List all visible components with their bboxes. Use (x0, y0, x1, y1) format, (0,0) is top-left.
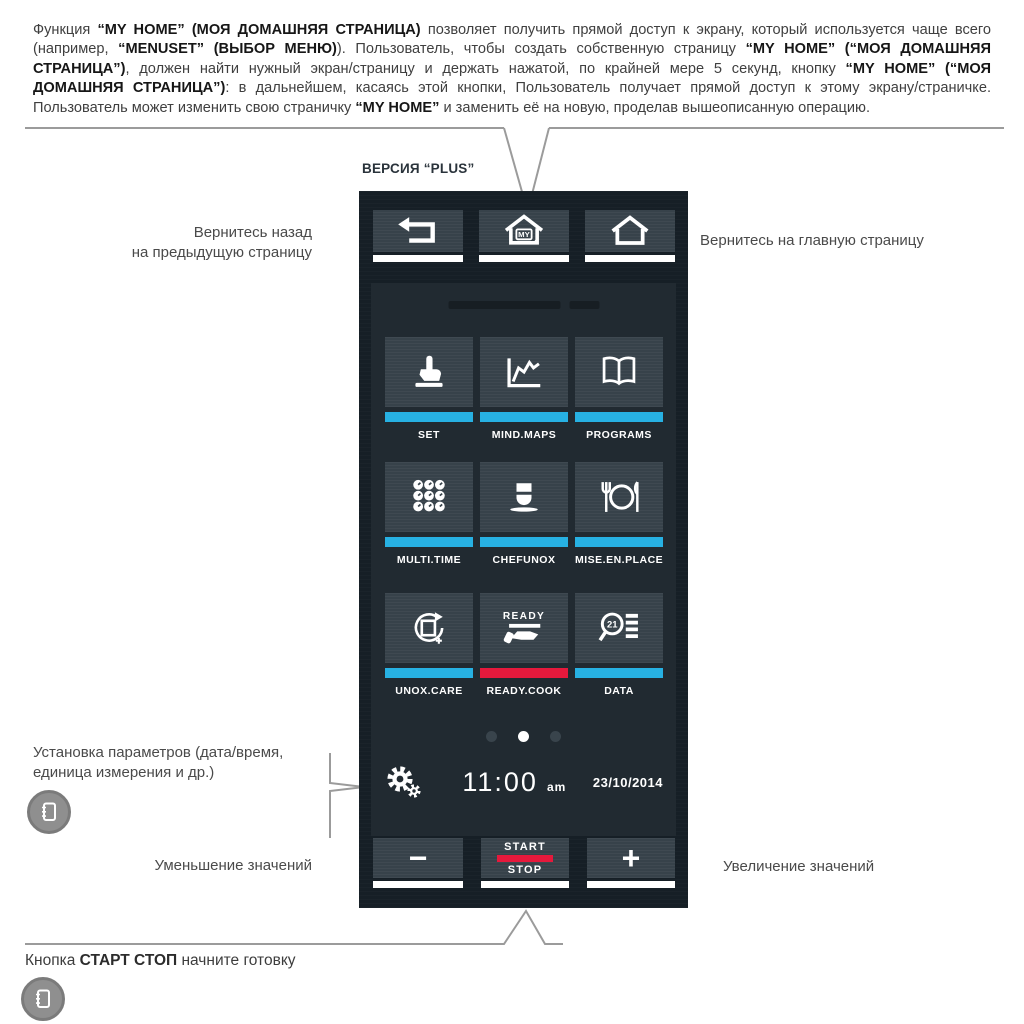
date-value: 23/10/2014 (592, 774, 663, 790)
status-row (371, 761, 676, 803)
plus-glyph: + (621, 840, 641, 876)
bottom-divider (25, 911, 563, 944)
notebook-icon (39, 801, 59, 823)
meridiem: am (546, 779, 567, 794)
caption-decrease: Уменьшение значений (154, 857, 312, 874)
my-home-label: MY (518, 230, 530, 240)
care-refresh-icon (408, 609, 450, 647)
notebook-icon (33, 988, 53, 1010)
manual-book-icon (21, 977, 65, 1021)
tile-accent-bar (575, 412, 663, 422)
menu-row-2 (385, 462, 663, 566)
menu-row-1 (385, 337, 663, 441)
oven-control-panel (359, 191, 688, 908)
my-home-icon (500, 213, 548, 249)
back-button[interactable] (373, 210, 463, 262)
tile-accent-bar (385, 412, 473, 422)
tile-accent-bar (480, 668, 568, 678)
button-underline (585, 255, 675, 262)
caption-start-stop: Кнопка СТАРТ СТОП начните готовку (25, 952, 296, 969)
tile-accent-bar (385, 668, 473, 678)
tile-accent-bar (480, 537, 568, 547)
back-arrow-icon (396, 216, 440, 246)
multi-clock-icon (407, 478, 451, 516)
button-underline (587, 881, 675, 888)
caption-home: Вернитесь на главную страницу (700, 232, 924, 249)
time-value: 11:00 (462, 766, 538, 797)
ready-tray-icon (498, 609, 550, 647)
tile-programs[interactable]: PROGRAMS (575, 337, 663, 441)
stop-label: STOP (507, 863, 543, 876)
home-button[interactable] (585, 210, 675, 262)
button-underline (373, 881, 463, 888)
minus-button[interactable] (373, 838, 463, 888)
control-row (373, 838, 675, 888)
tile-mise-en-place[interactable]: MISE.EN.PLACE (575, 462, 663, 566)
sparkle-glyph: * (533, 238, 538, 249)
tile-chefunox[interactable]: CHEFUNOX (480, 462, 568, 566)
tile-multi-time[interactable]: MULTI.TIME (385, 462, 473, 566)
pagination (371, 731, 676, 742)
button-underline (373, 255, 463, 262)
my-home-button[interactable] (479, 210, 569, 262)
nav-row (373, 210, 675, 262)
button-underline (479, 255, 569, 262)
tile-accent-bar (385, 537, 473, 547)
chart-icon (501, 353, 547, 391)
start-label: START (504, 840, 546, 853)
button-underline (481, 881, 569, 888)
intro-paragraph: Функция “MY HOME” (МОЯ ДОМАШНЯЯ СТРАНИЦА) позволяет получить прямой доступ к экрану, который используется чаще всего (например, “MENUSET” (ВЫБОР МЕНЮ)). Пользователь, чтобы создать собственную страницу “MY HOME” (“МОЯ ДОМАШНЯЯ СТРАНИЦА”), должен найти нужный экран/страницу и держать нажатой, по крайней мере 5 секунд, кнопку “MY HOME” (“МОЯ ДОМАШНЯЯ СТРАНИЦА”): в дальнейшем, касаясь этой кнопки, Пользователь получает прямой доступ к этому экрану/страничке. Пользователь может изменить свою страничку “MY HOME” и заменить её на новую, проделав вышеописанную операцию. (33, 21, 992, 116)
tile-unox-care[interactable]: UNOX.CARE (385, 593, 473, 697)
chef-icon (504, 478, 544, 516)
touch-screen (371, 283, 676, 836)
start-stop-red-bar (497, 855, 553, 862)
manual-book-icon (27, 790, 71, 834)
caption-params: Установка параметров (дата/время, единица измерения и др.) (33, 744, 284, 781)
plate-cutlery-icon (595, 478, 643, 516)
caption-back: Вернитесь назад на предыдущую страницу (131, 224, 312, 261)
data-badge: 21 (606, 619, 618, 631)
data-search-icon (596, 609, 642, 647)
pagination-dot[interactable] (550, 731, 561, 742)
version-label: ВЕРСИЯ “PLUS” (362, 161, 475, 176)
menu-row-3 (385, 593, 663, 697)
home-icon (607, 215, 653, 247)
minus-glyph: − (408, 840, 428, 876)
tile-accent-bar (480, 412, 568, 422)
tile-accent-bar (575, 668, 663, 678)
tile-set[interactable]: SET (385, 337, 473, 441)
tile-accent-bar (575, 537, 663, 547)
pagination-dot-active[interactable] (518, 731, 529, 742)
ready-badge: READY (502, 611, 546, 623)
caption-increase: Увеличение значений (723, 858, 875, 875)
ghost-text (448, 301, 599, 309)
tile-ready-cook[interactable]: READY READY.COOK (480, 593, 568, 697)
settings-gear-icon[interactable] (384, 764, 424, 800)
pagination-dot[interactable] (486, 731, 497, 742)
clock (462, 767, 566, 798)
hand-press-icon (407, 353, 451, 391)
open-book-icon (595, 353, 643, 391)
plus-button[interactable] (587, 838, 675, 888)
tile-data[interactable]: 21 DATA (575, 593, 663, 697)
tile-mind-maps[interactable]: MIND.MAPS (480, 337, 568, 441)
start-stop-button[interactable] (481, 838, 569, 888)
